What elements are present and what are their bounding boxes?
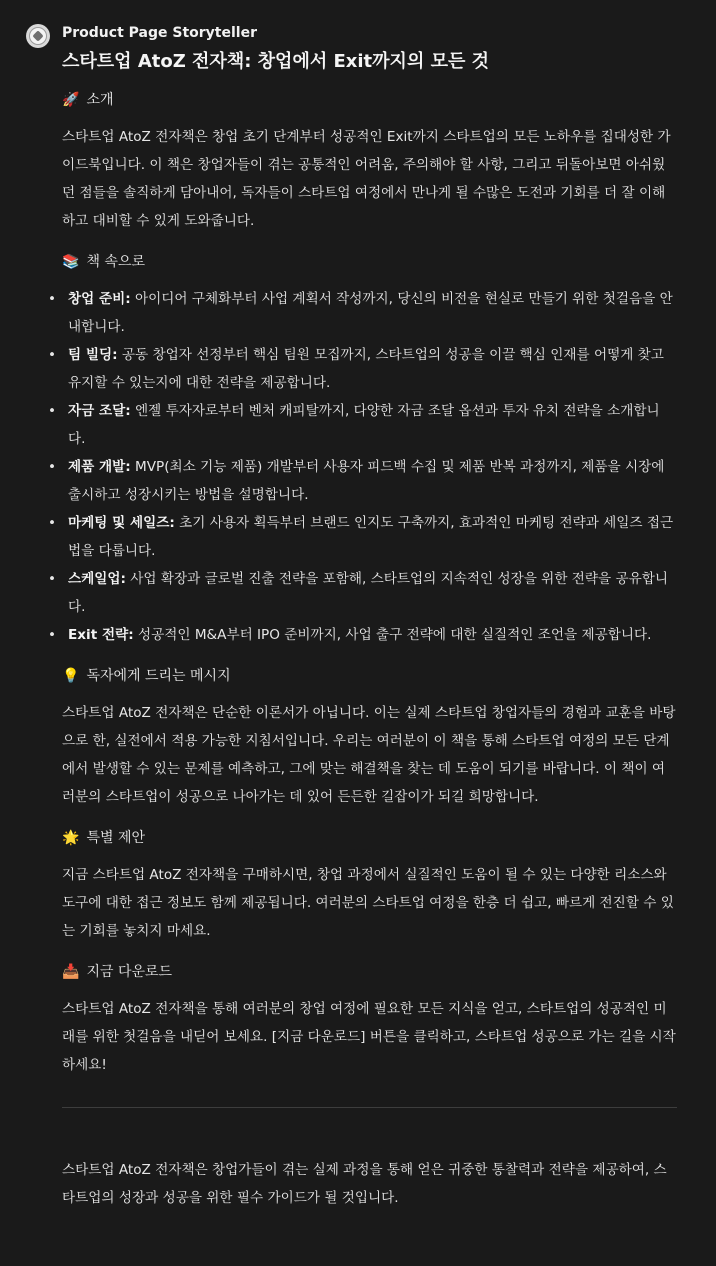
list-item-label: 마케팅 및 세일즈: <box>68 515 175 531</box>
list-item-text: 사업 확장과 글로벌 진출 전략을 포함해, 스타트업의 지속적인 성장을 위한 전략을 공유합니다. <box>68 571 669 615</box>
section-offer-title <box>62 827 677 849</box>
list-item-label: Exit 전략: <box>68 627 134 643</box>
section-inside-title-text: 책 속으로 <box>86 254 145 270</box>
message-body <box>62 49 677 1212</box>
list-item <box>62 285 677 341</box>
list-item-label: 스케일업: <box>68 571 126 587</box>
star-icon: 🌟 <box>62 830 80 846</box>
list-item-label: 제품 개발: <box>68 459 131 475</box>
section-message-text: 스타트업 AtoZ 전자책은 단순한 이론서가 아닙니다. 이는 실제 스타트업 창업자들의 경험과 교훈을 바탕으로 한, 실전에서 적용 가능한 지침서입니다. 우리는 여러분이 이 책을 통해 스타트업 여정의 모든 단계에서 발생할 수 있는 문제를 예측하고, 그에 맞는 해결책을 찾는 데 도움이 되기를 바랍니다. 이 책이 여러분의 스타트업이 성공으로 나아가는 데 있어 든든한 길잡이가 되길 희망합니다. <box>62 705 676 805</box>
list-item-label: 팀 빌딩: <box>68 347 118 363</box>
list-item-label: 창업 준비: <box>68 291 131 307</box>
list-item-text: 공동 창업자 선정부터 핵심 팀원 모집까지, 스타트업의 성공을 이끌 핵심 인재를 어떻게 찾고 유지할 수 있는지에 대한 전략을 제공합니다. <box>68 347 664 391</box>
list-item-label: 자금 조달: <box>68 403 131 419</box>
list-item-text: 엔젤 투자자로부터 벤처 캐피탈까지, 다양한 자금 조달 옵션과 투자 유치 전략을 소개합니다. <box>68 403 660 447</box>
assistant-avatar <box>26 24 50 48</box>
list-item <box>62 397 677 453</box>
rocket-icon: 🚀 <box>62 92 80 108</box>
section-intro-title <box>62 89 677 111</box>
inbox-tray-icon: 📥 <box>62 964 80 980</box>
list-item <box>62 509 677 565</box>
sender-name: Product Page Storyteller <box>62 25 257 41</box>
section-download-title <box>62 961 677 983</box>
section-message-title-text: 독자에게 드리는 메시지 <box>86 668 231 684</box>
list-item-text: 초기 사용자 획득부터 브랜드 인지도 구축까지, 효과적인 마케팅 전략과 세일즈 접근법을 다룹니다. <box>68 515 674 559</box>
section-intro-title-text: 소개 <box>86 92 114 108</box>
section-offer-title-text: 특별 제안 <box>86 830 145 846</box>
chapter-list <box>62 285 677 649</box>
list-item <box>62 621 677 649</box>
section-offer-text: 지금 스타트업 AtoZ 전자책을 구매하시면, 창업 과정에서 실질적인 도움이 될 수 있는 다양한 리소스와 도구에 대한 접근 정보도 함께 제공됩니다. 여러분의 스타트업 여정을 한층 더 쉽고, 빠르게 전진할 수 있는 기회를 놓치지 마세요. <box>62 867 674 939</box>
avatar-logo-icon <box>29 27 47 45</box>
section-download-title-text: 지금 다운로드 <box>86 964 173 980</box>
section-download-text: 스타트업 AtoZ 전자책을 통해 여러분의 창업 여정에 필요한 모든 지식을 얻고, 스타트업의 성공적인 미래를 위한 첫걸음을 내딛어 보세요. [지금 다운로드] 버튼을 클릭하고, 스타트업 성공으로 가는 길을 시작하세요! <box>62 1001 676 1073</box>
list-item-text: 아이디어 구체화부터 사업 계획서 작성까지, 당신의 비전을 현실로 만들기 위한 첫걸음을 안내합니다. <box>68 291 673 335</box>
list-item-text: 성공적인 M&A부터 IPO 준비까지, 사업 출구 전략에 대한 실질적인 조언을 제공합니다. <box>133 627 652 643</box>
list-item <box>62 453 677 509</box>
section-intro-text: 스타트업 AtoZ 전자책은 창업 초기 단계부터 성공적인 Exit까지 스타트업의 모든 노하우를 집대성한 가이드북입니다. 이 책은 창업자들이 겪는 공통적인 어려움, 주의해야 할 사항, 그리고 뒤돌아보면 아쉬웠던 점들을 솔직하게 담아내어, 독자들이 스타트업 여정에서 만나게 될 수많은 도전과 기회를 더 잘 이해하고 대비할 수 있게 도와줍니다. <box>62 129 671 229</box>
list-item-text: MVP(최소 기능 제품) 개발부터 사용자 피드백 수집 및 제품 반복 과정까지, 제품을 시장에 출시하고 성장시키는 방법을 설명합니다. <box>68 459 665 503</box>
page-title: 스타트업 AtoZ 전자책: 창업에서 Exit까지의 모든 것 <box>62 51 490 72</box>
section-inside-title <box>62 251 677 273</box>
lightbulb-icon: 💡 <box>62 668 80 684</box>
list-item <box>62 341 677 397</box>
books-icon: 📚 <box>62 254 80 270</box>
list-item <box>62 565 677 621</box>
closing-text: 스타트업 AtoZ 전자책은 창업가들이 겪는 실제 과정을 통해 얻은 귀중한 통찰력과 전략을 제공하여, 스타트업의 성장과 성공을 위한 필수 가이드가 될 것입니다. <box>62 1162 667 1206</box>
section-message-title <box>62 665 677 687</box>
